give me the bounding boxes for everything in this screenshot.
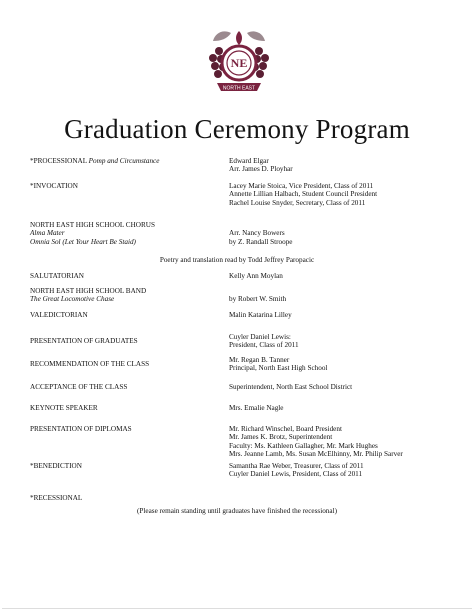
recessional-label: *RECESSIONAL bbox=[30, 494, 83, 502]
page-border bbox=[2, 608, 472, 609]
invocation-speaker-2: Annette Lillian Halbach, Student Council President bbox=[229, 190, 378, 199]
invocation-speaker-3: Rachel Louise Snyder, Secretary, Class of 2011 bbox=[229, 198, 366, 207]
invocation-speaker-1: Lacey Marie Stoica, Vice President, Class of 2011 bbox=[229, 182, 374, 190]
processional-label: *PROCESSIONAL bbox=[30, 157, 87, 165]
recommendation-name: Mr. Regan B. Tanner bbox=[229, 356, 290, 364]
chorus-label: NORTH EAST HIGH SCHOOL CHORUS bbox=[30, 221, 155, 229]
invocation-label: *INVOCATION bbox=[30, 182, 78, 190]
chorus-piece-1: Alma Mater bbox=[30, 229, 65, 238]
valedictorian-name: Malin Katarina Lilley bbox=[229, 311, 292, 319]
benediction-speaker-2: Cuyler Daniel Lewis, President, Class of 2011 bbox=[229, 470, 363, 479]
diplomas-faculty-2: Mrs. Jeanne Lamb, Ms. Susan McElhinny, Mr. Philip Sarver bbox=[229, 450, 403, 459]
salutatorian-name: Kelly Ann Moylan bbox=[229, 272, 283, 280]
presentation-graduates-label: PRESENTATION OF GRADUATES bbox=[30, 337, 138, 345]
school-logo bbox=[201, 27, 277, 103]
standing-note: (Please remain standing until graduates have finished the recessional) bbox=[137, 507, 337, 515]
chorus-composer: by Z. Randall Stroope bbox=[229, 237, 293, 246]
processional-piece: Pomp and Circumstance bbox=[88, 157, 160, 165]
acceptance-label: ACCEPTANCE OF THE CLASS bbox=[30, 383, 128, 391]
grape-crest-icon bbox=[201, 27, 277, 103]
benediction-label: *BENEDICTION bbox=[30, 462, 82, 470]
recommendation-label: RECOMMENDATION OF THE CLASS bbox=[30, 360, 150, 368]
logo-letters: NE bbox=[230, 56, 248, 70]
chorus-piece-2: Omnia Sol (Let Your Heart Be Staid) bbox=[30, 237, 136, 246]
processional-arranger: Arr. James D. Ployhar bbox=[229, 165, 293, 174]
benediction-speaker-1: Samantha Rae Weber, Treasurer, Class of 2011 bbox=[229, 462, 364, 470]
band-composer: by Robert W. Smith bbox=[229, 295, 287, 304]
recommendation-title: Principal, North East High School bbox=[229, 364, 328, 373]
diplomas-faculty-1: Faculty: Ms. Kathleen Gallagher, Mr. Mark Hughes bbox=[229, 441, 378, 450]
diplomas-presenter-2: Mr. James K. Brotz, Superintendent bbox=[229, 433, 333, 442]
presentation-graduates-title: President, Class of 2011 bbox=[229, 341, 299, 350]
keynote-speaker: Mrs. Emalie Nagle bbox=[229, 404, 284, 412]
poetry-note: Poetry and translation read by Todd Jeffrey Paropacic bbox=[159, 256, 315, 264]
processional-composer: Edward Elgar bbox=[229, 157, 269, 165]
valedictorian-label: VALEDICTORIAN bbox=[30, 311, 88, 319]
diplomas-presenter-1: Mr. Richard Winschel, Board President bbox=[229, 425, 342, 433]
acceptance-speaker: Superintendent, North East School District bbox=[229, 383, 353, 391]
keynote-label: KEYNOTE SPEAKER bbox=[30, 404, 98, 412]
band-piece: The Great Locomotive Chase bbox=[30, 295, 115, 304]
salutatorian-label: SALUTATORIAN bbox=[30, 272, 84, 280]
band-label: NORTH EAST HIGH SCHOOL BAND bbox=[30, 287, 147, 295]
presentation-graduates-name: Cuyler Daniel Lewis: bbox=[229, 333, 291, 341]
diplomas-label: PRESENTATION OF DIPLOMAS bbox=[30, 425, 132, 433]
logo-banner-text: NORTH EAST bbox=[222, 85, 256, 92]
chorus-arranger: Arr. Nancy Bowers bbox=[229, 229, 285, 238]
page-title: Graduation Ceremony Program bbox=[64, 114, 410, 144]
